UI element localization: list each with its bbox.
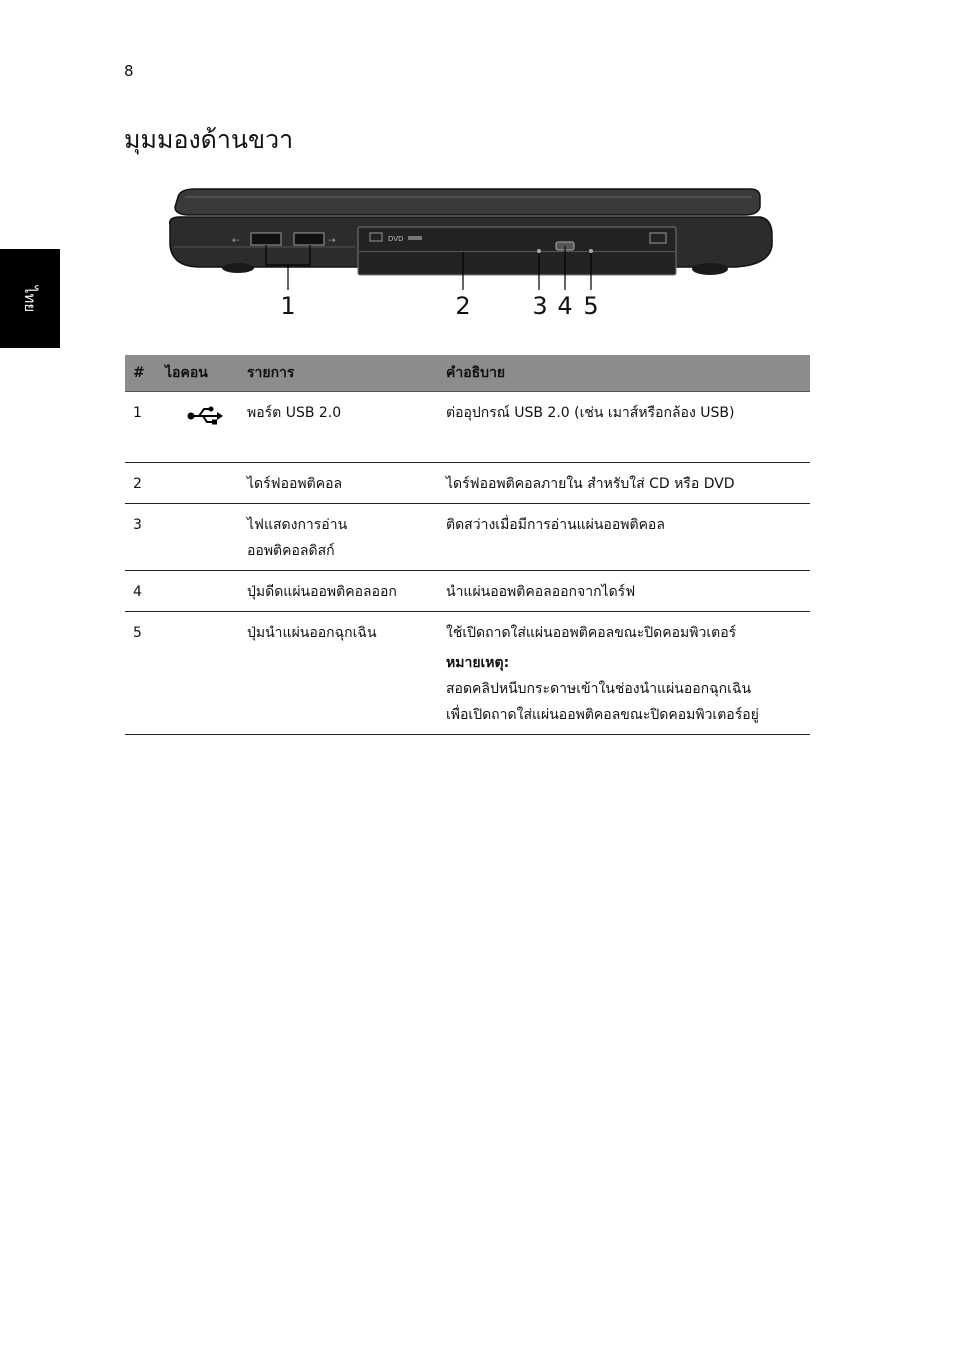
- row-item: [239, 504, 438, 571]
- header-description: คำอธิบาย: [438, 355, 810, 392]
- laptop-right-side-illustration: [160, 185, 780, 290]
- callout-2: 2: [455, 292, 471, 320]
- row-icon: [157, 612, 239, 735]
- row-item: พอร์ต USB 2.0: [239, 392, 438, 463]
- row-description: ไดร์ฟออพติคอลภายใน สำหรับใส่ CD หรือ DVD: [438, 463, 810, 504]
- callout-4: 4: [557, 292, 573, 320]
- port-description-table: [125, 355, 810, 735]
- row-item: ไดร์ฟออพติคอล: [239, 463, 438, 504]
- emergency-eject-hole: [589, 249, 593, 253]
- note-title: หมายเหตุ:: [446, 655, 510, 671]
- row-number: 3: [125, 504, 157, 571]
- header-number: #: [125, 355, 157, 392]
- row-number: 5: [125, 612, 157, 735]
- row-icon: [157, 392, 239, 463]
- note-line: สอดคลิปหนีบกระดาษเข้าในช่องนำแผ่นออกฉุกเฉิน: [446, 681, 752, 697]
- laptop-lid: [175, 189, 760, 215]
- row-item-line: ออพติคอลดิสก์: [247, 543, 335, 559]
- optical-drive-slot-line: [358, 251, 676, 252]
- row-icon: [157, 571, 239, 612]
- laptop-foot-left: [222, 263, 254, 273]
- svg-text:⇢: ⇢: [328, 236, 336, 246]
- row-number: 1: [125, 392, 157, 463]
- table-row: [125, 571, 810, 612]
- note-line: เพื่อเปิดถาดใส่แผ่นออพติคอลขณะปิดคอมพิวเตอร์อยู่: [446, 707, 759, 723]
- table-row: [125, 504, 810, 571]
- row-description: ต่ออุปกรณ์ USB 2.0 (เช่น เมาส์หรือกล้อง USB): [438, 392, 810, 463]
- laptop-foot-right: [692, 263, 728, 275]
- table-row: [125, 463, 810, 504]
- svg-text:⇠: ⇠: [232, 236, 240, 246]
- usb-port-right: [294, 233, 324, 245]
- row-item-line: ไฟแสดงการอ่าน: [247, 517, 348, 533]
- header-icon: ไอคอน: [157, 355, 239, 392]
- page-number: 8: [124, 62, 134, 80]
- usb-icon: [187, 406, 223, 426]
- row-item: ปุ่มนำแผ่นออกฉุกเฉิน: [239, 612, 438, 735]
- row-description: [438, 612, 810, 735]
- table-header-row: [125, 355, 810, 392]
- row-item: ปุ่มดีดแผ่นออพติคอลออก: [239, 571, 438, 612]
- row-description-text: ใช้เปิดถาดใส่แผ่นออพติคอลขณะปิดคอมพิวเตอร์: [446, 625, 737, 641]
- callout-5: 5: [583, 292, 599, 320]
- laptop-right-side-figure: [160, 185, 780, 330]
- usb-port-left: [251, 233, 281, 245]
- callout-3: 3: [532, 292, 548, 320]
- table-row: [125, 392, 810, 463]
- dvd-logo: DVD: [388, 235, 404, 243]
- row-description: ติดสว่างเมื่อมีการอ่านแผ่นออพติคอล: [438, 504, 810, 571]
- table-row: [125, 612, 810, 735]
- row-icon: [157, 504, 239, 571]
- row-number: 4: [125, 571, 157, 612]
- row-description: นำแผ่นออพติคอลออกจากไดร์ฟ: [438, 571, 810, 612]
- language-side-tab: [0, 249, 60, 348]
- language-side-tab-label: ไทย: [20, 285, 39, 312]
- header-item: รายการ: [239, 355, 438, 392]
- optical-read-indicator: [537, 249, 541, 253]
- row-icon: [157, 463, 239, 504]
- section-title: มุมมองด้านขวา: [124, 125, 294, 154]
- row-number: 2: [125, 463, 157, 504]
- callout-1: 1: [280, 292, 296, 320]
